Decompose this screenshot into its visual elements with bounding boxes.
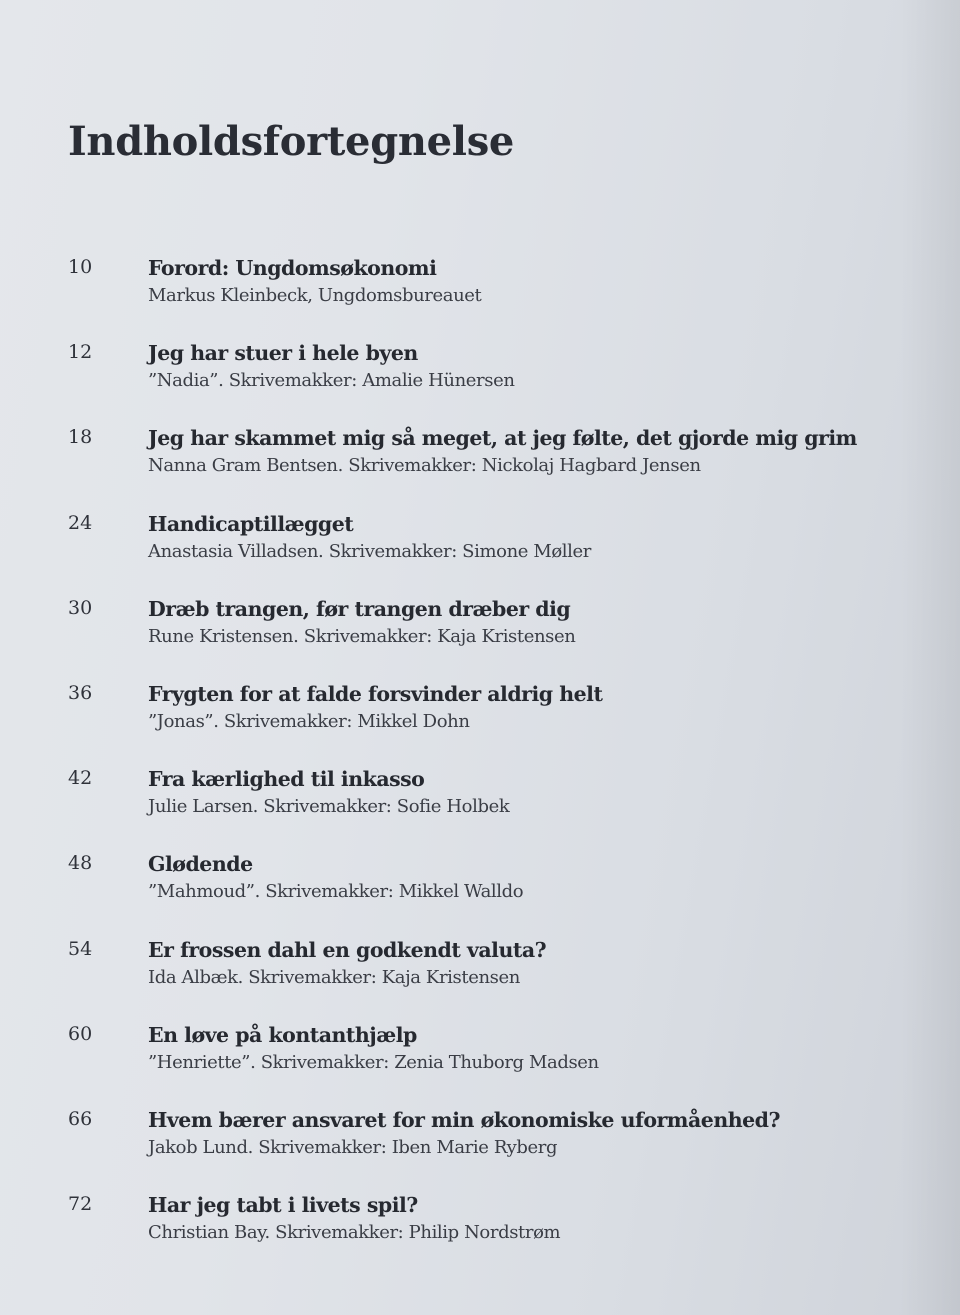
toc-entry xyxy=(0,680,960,765)
toc-page-number: 60 xyxy=(68,1022,93,1045)
toc-entry xyxy=(0,850,960,935)
toc-byline: ”Henriette”. Skrivemakker: Zenia Thuborg Madsen xyxy=(148,1051,599,1073)
toc-byline: ”Mahmoud”. Skrivemakker: Mikkel Walldo xyxy=(148,881,524,903)
table-of-contents xyxy=(0,254,960,1276)
toc-page-number: 12 xyxy=(68,341,93,364)
toc-page-number: 66 xyxy=(68,1107,93,1130)
toc-entry xyxy=(0,424,960,509)
toc-heading: Dræb trangen, før trangen dræber dig xyxy=(148,596,571,621)
toc-heading: Glødende xyxy=(148,852,253,877)
toc-heading: Jeg har stuer i hele byen xyxy=(148,341,418,366)
toc-page-number: 18 xyxy=(68,426,93,449)
toc-entry-text xyxy=(148,595,920,651)
toc-page-number: 48 xyxy=(68,852,93,875)
toc-entry-text xyxy=(148,936,920,992)
toc-entry-text xyxy=(148,850,920,906)
toc-heading: Forord: Ungdomsøkonomi xyxy=(148,256,437,280)
toc-entry-text xyxy=(148,1191,920,1247)
toc-page-number: 42 xyxy=(68,767,93,790)
toc-byline: Ida Albæk. Skrivemakker: Kaja Kristensen xyxy=(148,966,520,988)
toc-byline: Jakob Lund. Skrivemakker: Iben Marie Ryberg xyxy=(148,1136,558,1158)
toc-entry-text xyxy=(148,765,920,821)
toc-heading: Frygten for at falde forsvinder aldrig helt xyxy=(148,681,603,706)
toc-page-number: 30 xyxy=(68,596,93,619)
toc-entry-text xyxy=(148,1021,920,1077)
toc-byline: Nanna Gram Bentsen. Skrivemakker: Nickolaj Hagbard Jensen xyxy=(148,455,701,477)
toc-entry xyxy=(0,1106,960,1191)
toc-byline: Anastasia Villadsen. Skrivemakker: Simone Møller xyxy=(148,540,591,562)
toc-page-number: 72 xyxy=(68,1193,93,1216)
toc-heading: Hvem bærer ansvaret for min økonomiske uformåenhed? xyxy=(148,1107,781,1132)
toc-byline: Christian Bay. Skrivemakker: Philip Nordstrøm xyxy=(148,1222,561,1244)
toc-entry xyxy=(0,510,960,595)
toc-entry-text xyxy=(148,339,920,395)
toc-heading: Er frossen dahl en godkendt valuta? xyxy=(148,937,547,962)
toc-entry xyxy=(0,936,960,1021)
toc-entry xyxy=(0,254,960,339)
toc-entry-text xyxy=(148,680,920,736)
toc-entry-text xyxy=(148,510,920,566)
toc-entry-text xyxy=(148,254,920,310)
toc-byline: Rune Kristensen. Skrivemakker: Kaja Kristensen xyxy=(148,625,576,647)
toc-heading: Handicaptillægget xyxy=(148,511,354,536)
toc-heading: En løve på kontanthjælp xyxy=(148,1022,417,1047)
toc-entry xyxy=(0,595,960,680)
toc-page-number: 10 xyxy=(68,256,93,278)
toc-page-number: 24 xyxy=(68,511,93,534)
toc-entry xyxy=(0,1021,960,1106)
toc-entry xyxy=(0,1191,960,1276)
toc-heading: Fra kærlighed til inkasso xyxy=(148,767,425,792)
toc-entry xyxy=(0,339,960,424)
toc-entry xyxy=(0,765,960,850)
toc-entry-text xyxy=(148,424,920,480)
toc-entry-text xyxy=(148,1106,920,1162)
page-title: Indholdsfortegnelse xyxy=(68,118,515,165)
toc-heading: Jeg har skammet mig så meget, at jeg følte, det gjorde mig grim xyxy=(148,426,857,451)
toc-byline: Markus Kleinbeck, Ungdomsbureauet xyxy=(148,285,482,306)
toc-byline: ”Jonas”. Skrivemakker: Mikkel Dohn xyxy=(148,710,470,732)
toc-page-number: 36 xyxy=(68,681,93,704)
toc-page-number: 54 xyxy=(68,937,93,960)
toc-byline: ”Nadia”. Skrivemakker: Amalie Hünersen xyxy=(148,370,515,392)
toc-byline: Julie Larsen. Skrivemakker: Sofie Holbek xyxy=(148,796,510,818)
toc-heading: Har jeg tabt i livets spil? xyxy=(148,1193,418,1218)
